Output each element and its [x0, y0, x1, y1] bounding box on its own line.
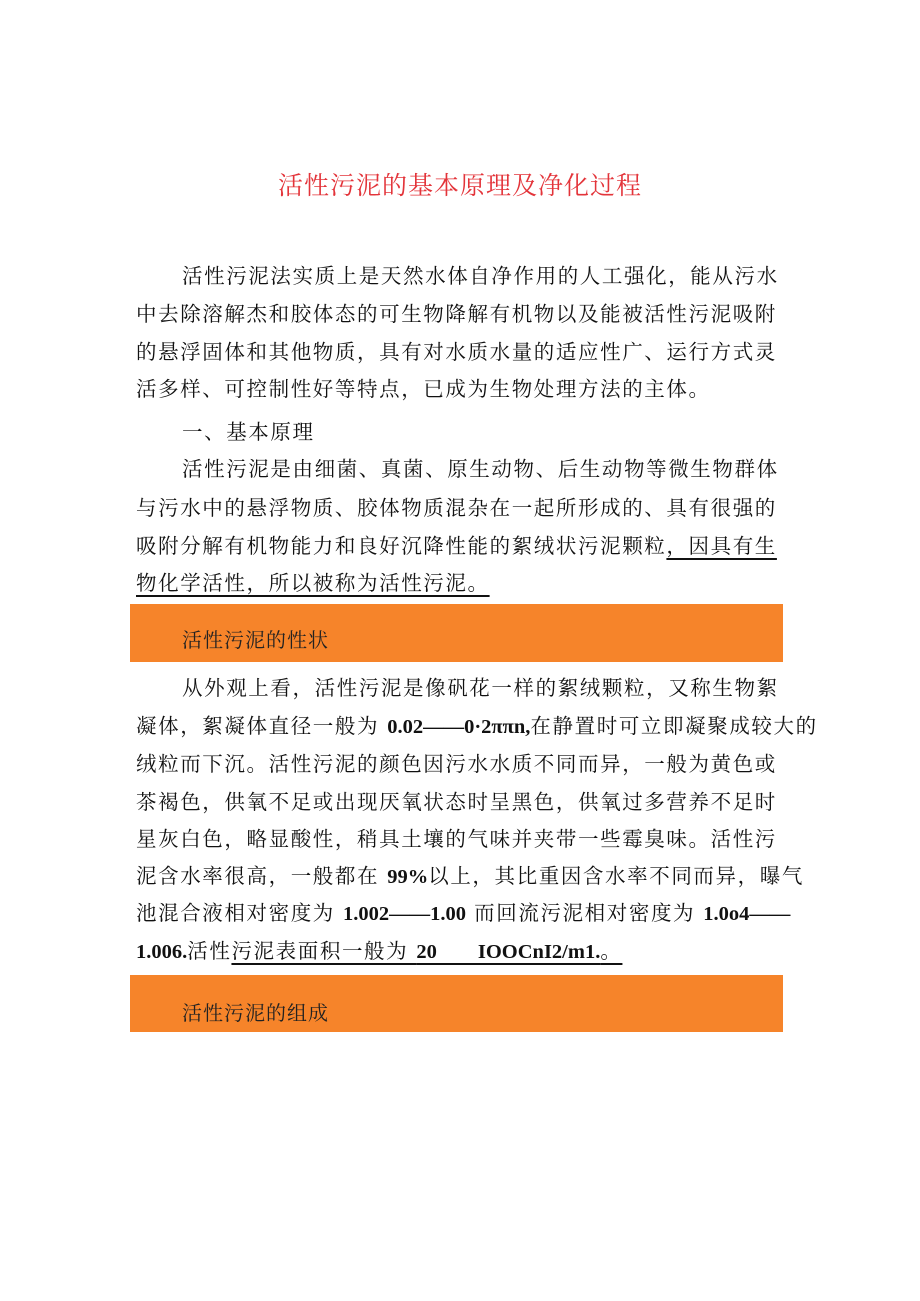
- text: 活性: [187, 939, 232, 963]
- text: 以上，其比重因含水率不同而异，曝气: [428, 864, 804, 888]
- underlined-text: 物化学活性，所以被称为活性污泥。: [136, 571, 490, 595]
- paragraph-line: 星灰白色，略显酸性，稍具土壤的气味并夹带一些霉臭味。活性污: [136, 827, 777, 851]
- number: 1.006.: [136, 941, 188, 963]
- section-heading: 一、基本原理: [182, 420, 315, 444]
- section-band: [130, 975, 783, 1032]
- section-title: 活性污泥的性状: [182, 628, 329, 652]
- text: 池混合液相对密度为: [136, 901, 344, 925]
- text: 泥含水率很高，一般都在: [136, 864, 388, 888]
- paragraph-line: 中去除溶解杰和胶体态的可生物降解有机物以及能被活性污泥吸附: [136, 302, 777, 326]
- paragraph-line: [136, 569, 786, 597]
- paragraph-line: 与污水中的悬浮物质、胶体物质混杂在一起所形成的、具有很强的: [136, 496, 777, 520]
- number: 1.0o4——: [703, 903, 791, 925]
- paragraph-line: [136, 532, 786, 560]
- text: 吸附分解有机物能力和良好沉降性能的絮绒状污泥颗粒: [136, 534, 667, 558]
- text: 在静置时可立即凝聚成较大的: [530, 714, 818, 738]
- text: 凝体，絮凝体直径一般为: [136, 714, 388, 738]
- text: 污泥表面积一般为: [231, 939, 417, 963]
- section-title: 活性污泥的组成: [182, 1001, 329, 1025]
- paragraph-line: 活多样、可控制性好等特点，已成为生物处理方法的主体。: [136, 377, 711, 401]
- number: 0.02——0·2ππn,: [387, 716, 531, 738]
- page-title: 活性污泥的基本原理及净化过程: [277, 171, 642, 200]
- paragraph-line: 的悬浮固体和其他物质，具有对水质水量的适应性广、运行方式灵: [136, 340, 777, 364]
- paragraph-line: [136, 899, 791, 928]
- paragraph-line: [136, 712, 818, 741]
- text: 。: [600, 939, 623, 963]
- section-band: [130, 604, 783, 662]
- paragraph-line: 绒粒而下沉。活性污泥的颜色因污水水质不同而异，一般为黄色或: [136, 752, 777, 776]
- paragraph-line: 茶褐色，供氧不足或出现厌氧状态时呈黑色，供氧过多营养不足时: [136, 790, 777, 814]
- underlined-text: ，因具有生: [666, 534, 777, 558]
- paragraph-line: [136, 937, 786, 966]
- paragraph-line: [136, 862, 804, 891]
- text: 而回流污泥相对密度为: [466, 901, 704, 925]
- underlined-text: [231, 939, 622, 963]
- number: 1.002——1.00: [343, 903, 467, 925]
- paragraph-line: 活性污泥法实质上是天然水体自净作用的人工强化，能从污水: [182, 264, 779, 288]
- number: 99%: [387, 866, 429, 888]
- paragraph-line: 从外观上看，活性污泥是像矾花一样的絮绒颗粒，又称生物絮: [182, 676, 779, 700]
- paragraph-line: 活性污泥是由细菌、真菌、原生动物、后生动物等微生物群体: [182, 457, 779, 481]
- number: 20 IOOCnI2/m1.: [416, 941, 601, 963]
